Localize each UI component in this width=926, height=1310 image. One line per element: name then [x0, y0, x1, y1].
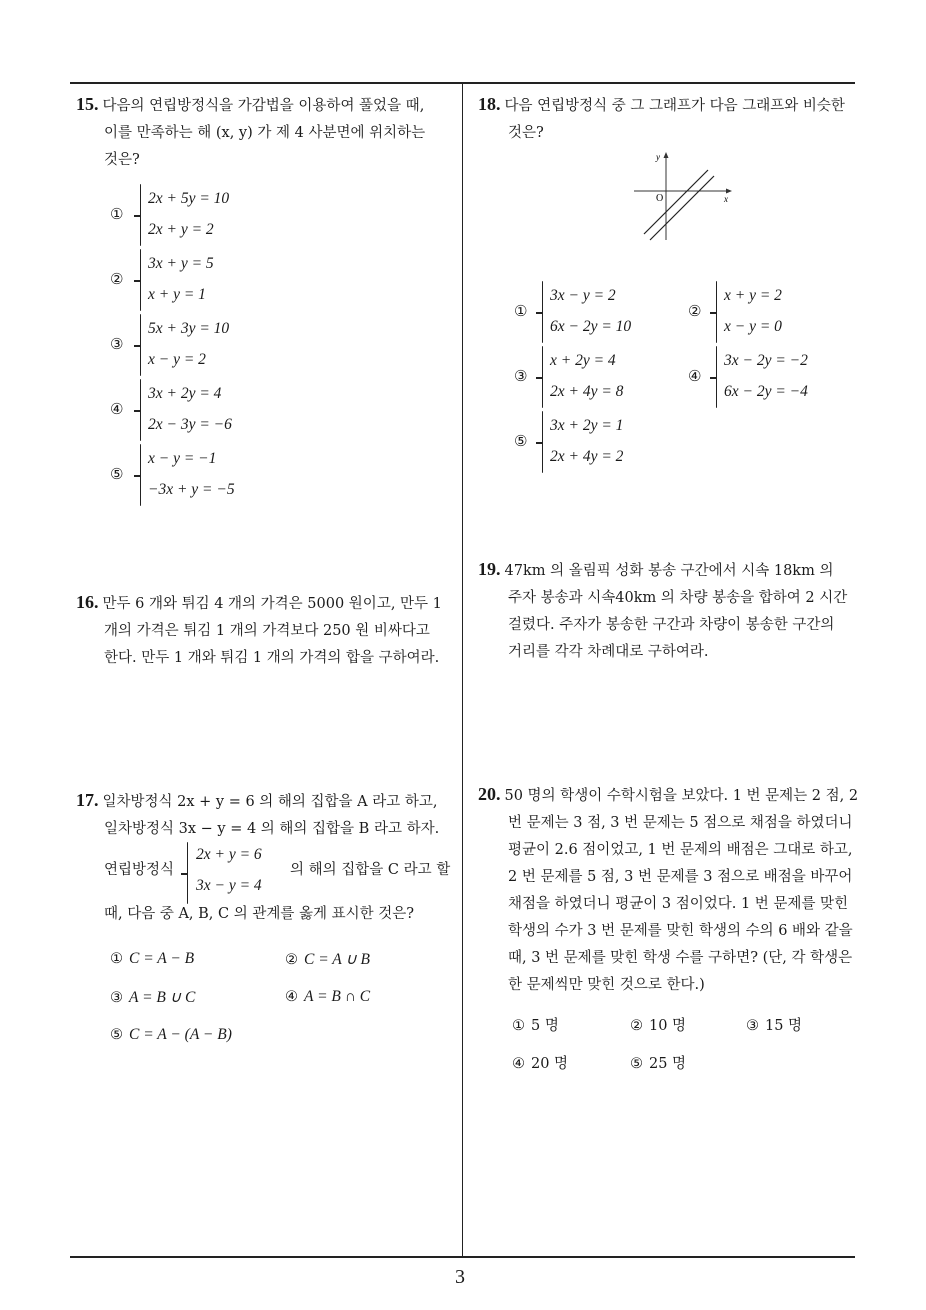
x-axis-label: x [724, 194, 728, 204]
option-mark: ① [514, 302, 528, 320]
option-mark: ① [512, 1018, 525, 1034]
q20-option-3[interactable] [746, 1014, 802, 1035]
option-mark: ① [110, 205, 124, 223]
y-axis-arrow-icon [664, 152, 669, 158]
question-text-line: 2 번 문제를 5 점, 3 번 문제를 3 점으로 배점을 바꾸어 [508, 869, 853, 885]
option-mark: ② [110, 270, 124, 288]
brace-icon [140, 444, 141, 506]
equation: x − y = 2 [148, 351, 206, 368]
option-mark: ④ [688, 367, 702, 385]
option-mark: ② [285, 952, 298, 968]
question-text-line: 연립방정식 [104, 862, 175, 878]
brace-icon [542, 281, 543, 343]
q20-option-2[interactable] [630, 1014, 686, 1035]
equation: x + 2y = 4 [550, 352, 616, 369]
option-mark: ③ [110, 990, 123, 1006]
question-text-line: 일차방정식 3x − y = 4 의 해의 집합을 B 라고 하자. [104, 821, 440, 837]
equation: −3x + y = −5 [148, 481, 235, 498]
equation: 2x + 4y = 2 [550, 448, 624, 465]
graph-line-2 [650, 176, 714, 240]
y-axis-label: y [656, 152, 660, 162]
option-mark: ① [110, 951, 123, 967]
question-number: 19. [478, 559, 501, 579]
option-text: C = A − B [129, 950, 195, 967]
question-15 [76, 92, 456, 172]
question-17 [76, 788, 456, 841]
brace-icon [140, 314, 141, 376]
question-number: 18. [478, 94, 501, 114]
q17-option-5[interactable] [110, 1026, 232, 1044]
option-text: C = A − (A − B) [129, 1026, 232, 1043]
brace-icon [716, 281, 717, 343]
equation: 6x − 2y = −4 [724, 383, 808, 400]
equation: 2x − 3y = −6 [148, 416, 232, 433]
question-text-line: 한 문제씩만 맞힌 것으로 한다.) [508, 977, 705, 993]
brace-icon [187, 842, 188, 904]
q20-option-5[interactable] [630, 1052, 686, 1073]
q17-option-1[interactable] [110, 950, 194, 968]
question-number: 20. [478, 784, 501, 804]
graph-line-1 [644, 170, 708, 234]
equation: 3x + 2y = 4 [148, 385, 222, 402]
option-text: 25 명 [649, 1056, 687, 1072]
question-text-line: 의 해의 집합을 C 라고 할 [290, 862, 451, 878]
question-text-line: 학생의 수가 3 번 문제를 맞힌 학생의 수의 6 배와 같을 [508, 923, 853, 939]
question-18 [478, 92, 858, 145]
option-mark: ③ [110, 335, 124, 353]
equation: 2x + y = 6 [196, 846, 262, 863]
question-19 [478, 557, 858, 664]
option-mark: ⑤ [630, 1056, 643, 1072]
question-text-line: 50 명의 학생이 수학시험을 보았다. 1 번 문제는 2 점, 2 [504, 788, 859, 804]
equation: x − y = −1 [148, 450, 217, 467]
question-text-line: 다음의 연립방정식을 가감법을 이용하여 풀었을 때, [102, 98, 425, 114]
column-divider [462, 82, 463, 1257]
page-number: 3 [455, 1266, 465, 1288]
question-text-line: 다음 연립방정식 중 그 그래프가 다음 그래프와 비슷한 [504, 98, 845, 114]
bottom-rule [70, 1256, 855, 1258]
option-text: 20 명 [531, 1056, 569, 1072]
equation: 3x − y = 4 [196, 877, 262, 894]
brace-icon [140, 184, 141, 246]
equation: 5x + 3y = 10 [148, 320, 230, 337]
question-text-line: 거리를 각각 차례대로 구하여라. [508, 644, 709, 660]
q18-graph [632, 150, 736, 244]
equation: 2x + 4y = 8 [550, 383, 624, 400]
equation: 6x − 2y = 10 [550, 318, 632, 335]
question-text-line: 것은? [508, 125, 544, 141]
question-text-line: 걸렸다. 주자가 봉송한 구간과 차량이 봉송한 구간의 [508, 617, 835, 633]
equation: x − y = 0 [724, 318, 782, 335]
option-mark: ④ [285, 989, 298, 1005]
question-text-line: 번 문제는 3 점, 3 번 문제는 5 점으로 채점을 하였더니 [508, 815, 853, 831]
option-mark: ② [630, 1018, 643, 1034]
equation: 2x + y = 2 [148, 221, 214, 238]
option-mark: ⑤ [514, 432, 528, 450]
question-text-line: 평균이 2.6 점이었고, 1 번 문제의 배점은 그대로 하고, [508, 842, 853, 858]
brace-icon [140, 249, 141, 311]
option-text: A = B ∩ C [304, 988, 371, 1005]
option-mark: ③ [514, 367, 528, 385]
option-mark: ⑤ [110, 465, 124, 483]
option-text: C = A ∪ B [304, 951, 371, 968]
question-20 [478, 782, 858, 997]
q17-option-2[interactable] [285, 950, 370, 969]
question-number: 16. [76, 592, 99, 612]
option-text: 15 명 [765, 1018, 803, 1034]
question-text-line: 한다. 만두 1 개와 튀김 1 개의 가격의 합을 구하여라. [104, 650, 440, 666]
origin-label: O [656, 193, 664, 204]
q17-option-3[interactable] [110, 988, 195, 1007]
question-16 [76, 590, 456, 670]
question-text-line: 채점을 하였더니 평균이 3 점이었다. 1 번 문제를 맞힌 [508, 896, 849, 912]
question-text-line: 47km 의 올림픽 성화 봉송 구간에서 시속 18km 의 [504, 563, 834, 579]
option-text: 10 명 [649, 1018, 687, 1034]
option-mark: ③ [746, 1018, 759, 1034]
question-number: 15. [76, 94, 99, 114]
question-text-line: 이를 만족하는 해 (x, y) 가 제 4 사분면에 위치하는 [104, 125, 426, 141]
brace-icon [542, 411, 543, 473]
q17-option-4[interactable] [285, 988, 370, 1006]
brace-icon [140, 379, 141, 441]
option-mark: ② [688, 302, 702, 320]
q20-option-1[interactable] [512, 1014, 559, 1035]
question-text-line: 때, 다음 중 A, B, C 의 관계를 옳게 표시한 것은? [104, 906, 415, 922]
question-text-line: 때, 3 번 문제를 맞힌 학생 수를 구하면? (단, 각 학생은 [508, 950, 853, 966]
option-mark: ④ [110, 400, 124, 418]
question-number: 17. [76, 790, 99, 810]
equation: 3x + y = 5 [148, 255, 214, 272]
question-text-line: 만두 6 개와 튀김 4 개의 가격은 5000 원이고, 만두 1 [102, 596, 442, 612]
question-text-line: 개의 가격은 튀김 1 개의 가격보다 250 원 비싸다고 [104, 623, 430, 639]
question-text-line: 일차방정식 2x + y = 6 의 해의 집합을 A 라고 하고, [102, 794, 438, 810]
question-text-line: 것은? [104, 152, 140, 168]
equation: 3x + 2y = 1 [550, 417, 624, 434]
equation: x + y = 1 [148, 286, 206, 303]
brace-icon [542, 346, 543, 408]
option-text: 5 명 [531, 1018, 559, 1034]
equation: 3x − 2y = −2 [724, 352, 808, 369]
option-mark: ⑤ [110, 1027, 123, 1043]
option-text: A = B ∪ C [129, 989, 196, 1006]
equation: x + y = 2 [724, 287, 782, 304]
equation: 3x − y = 2 [550, 287, 616, 304]
brace-icon [716, 346, 717, 408]
question-text-line: 주자 봉송과 시속40km 의 차량 봉송을 합하여 2 시간 [508, 590, 848, 606]
equation: 2x + 5y = 10 [148, 190, 230, 207]
option-mark: ④ [512, 1056, 525, 1072]
q20-option-4[interactable] [512, 1052, 568, 1073]
x-axis-arrow-icon [726, 189, 732, 194]
